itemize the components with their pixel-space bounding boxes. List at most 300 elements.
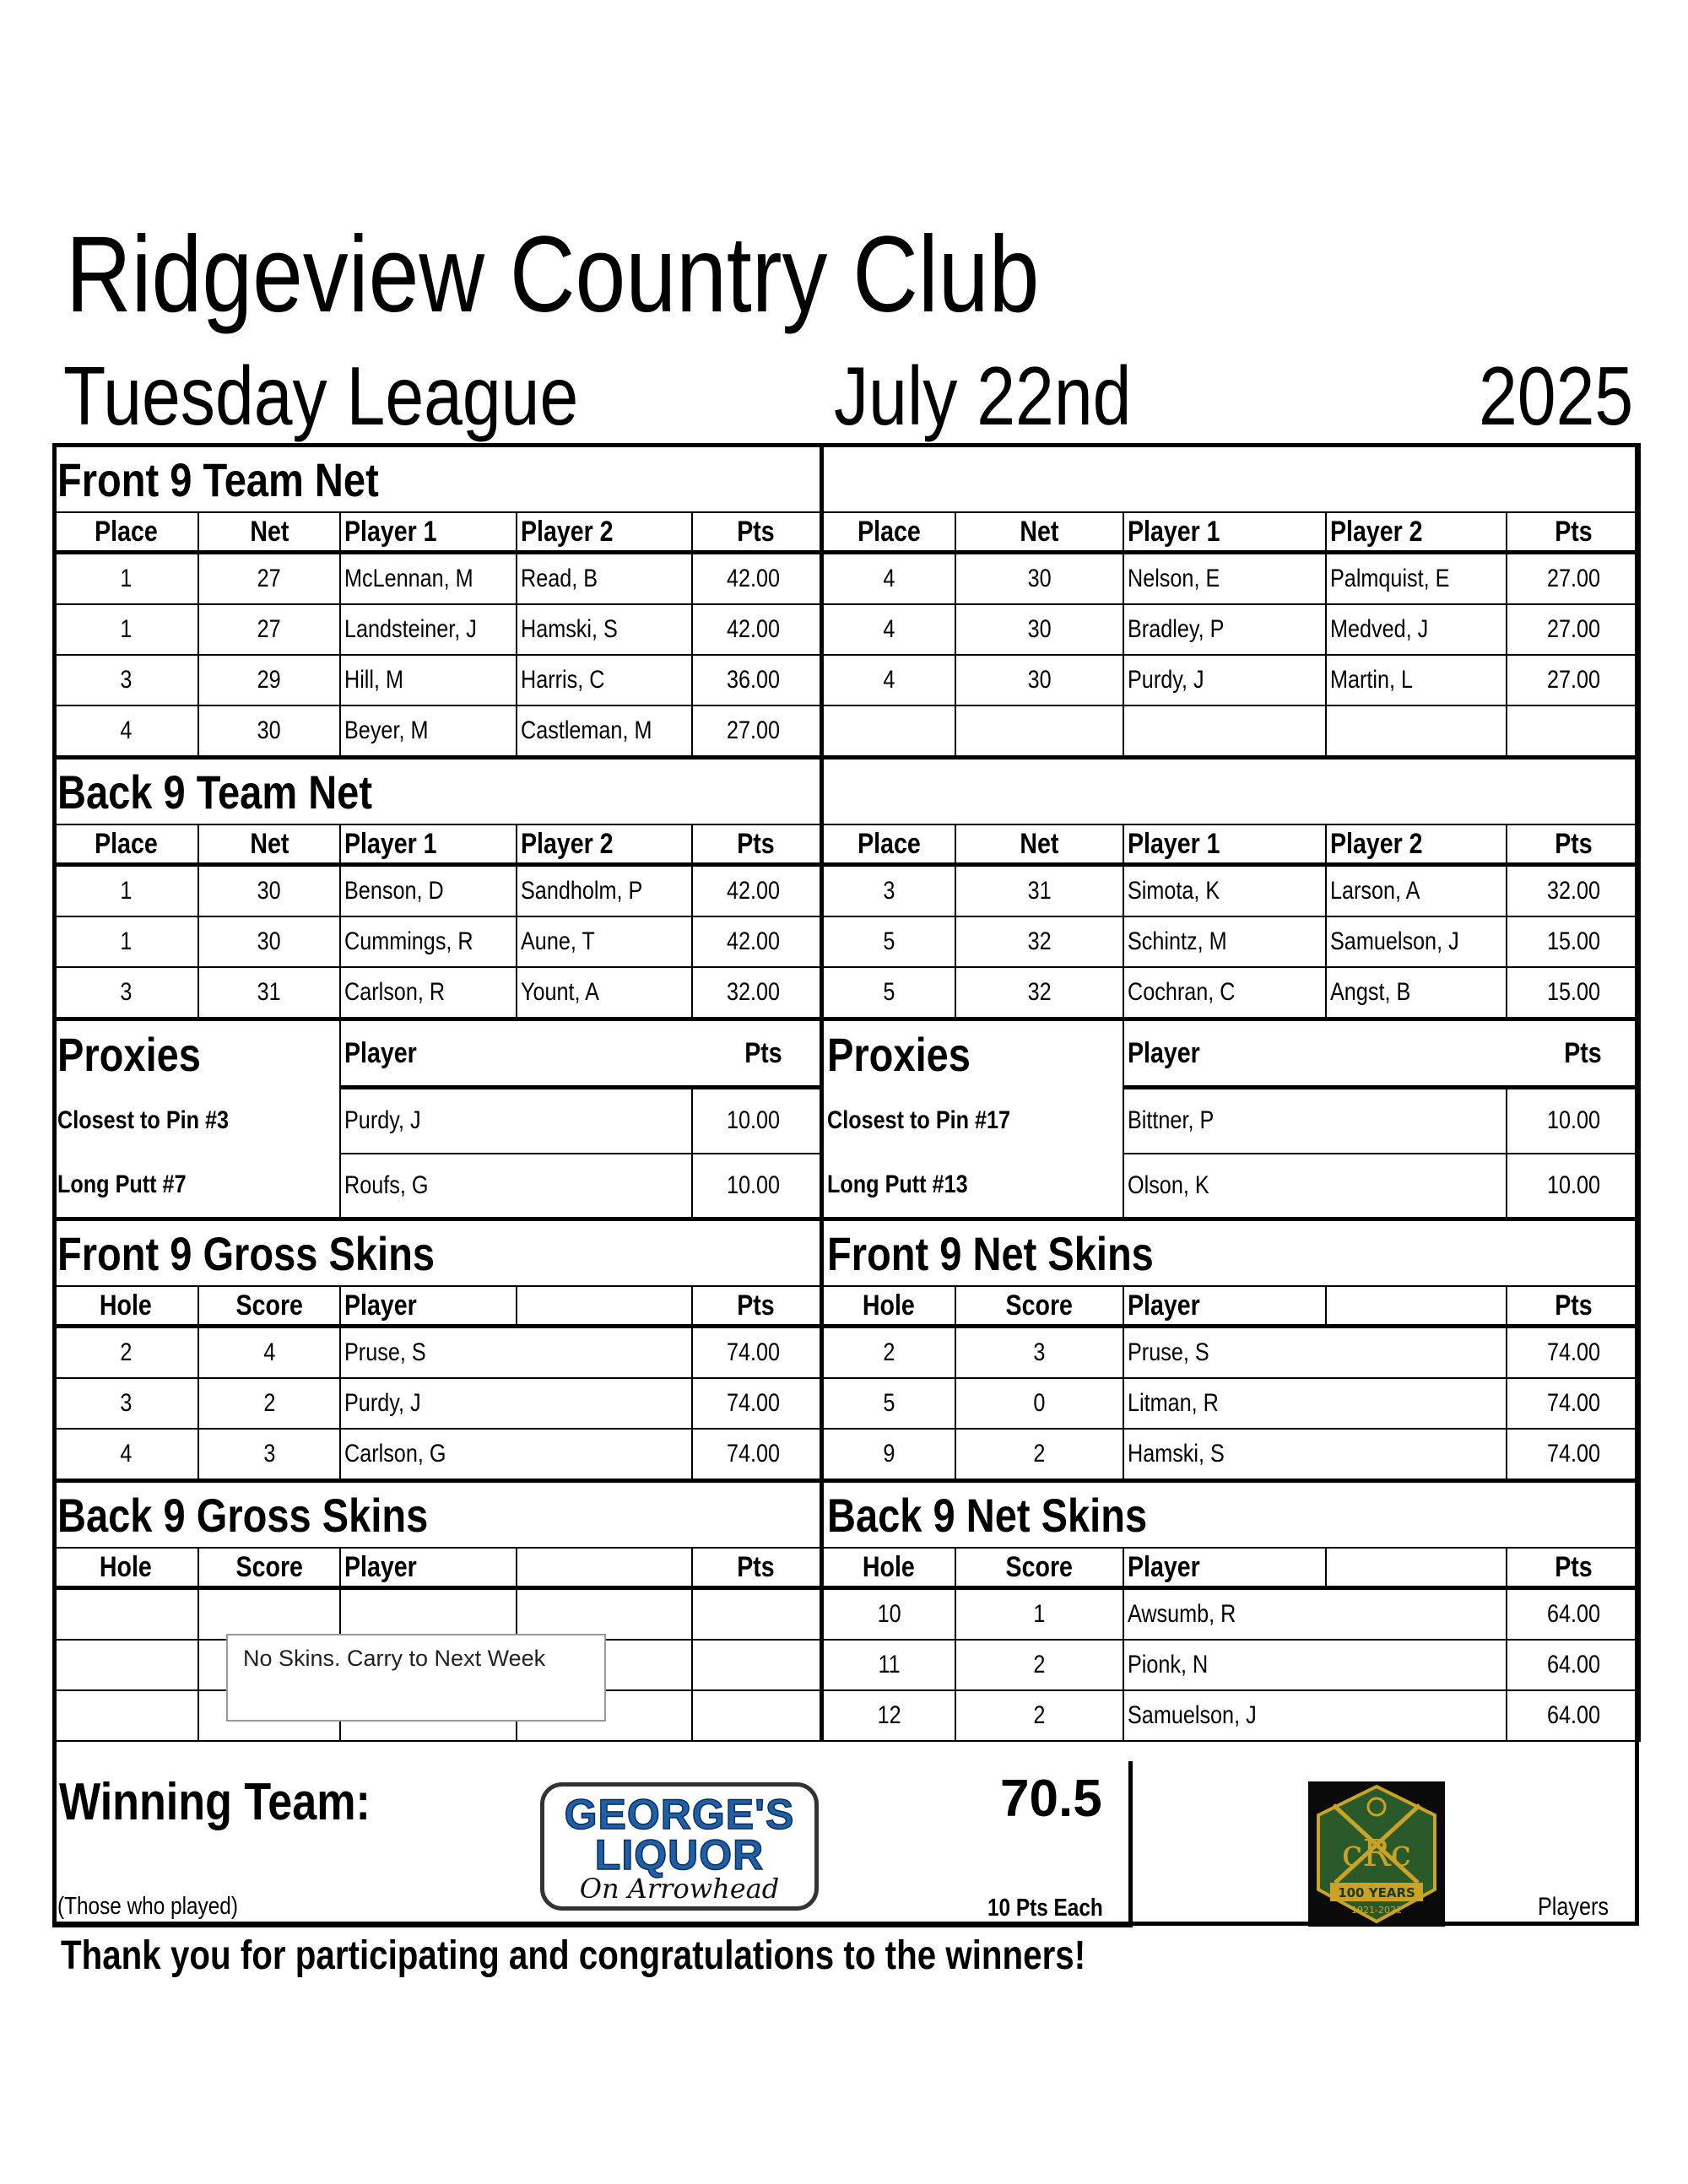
proxy-label-text: Closest to Pin #17 xyxy=(826,1106,1010,1134)
column-header-player1-text: Player 1 xyxy=(344,827,437,860)
net-cell-text: 31 xyxy=(257,978,282,1006)
player1-cell xyxy=(1123,553,1326,605)
club-centennial-logo xyxy=(1308,1781,1445,1927)
section-title-front-net-skins-text: Front 9 Net Skins xyxy=(826,1226,1154,1280)
column-header-player2 xyxy=(1326,512,1507,553)
player-cell xyxy=(1123,1327,1507,1379)
player1-cell xyxy=(1123,967,1326,1019)
place-cell xyxy=(53,655,198,705)
pts-cell-text: 27.00 xyxy=(1547,565,1601,592)
pts-cell xyxy=(692,1429,821,1481)
proxy-player-text: Olson, K xyxy=(1128,1170,1209,1199)
column-header-net-text: Net xyxy=(249,827,289,860)
player1-cell-text: Bradley, P xyxy=(1128,615,1225,643)
player-cell xyxy=(340,1429,692,1481)
column-header-player-text: Player xyxy=(1128,1289,1200,1322)
column-header-hole-text: Hole xyxy=(863,1550,916,1583)
column-header-pts xyxy=(1507,824,1640,865)
column-header-place-text: Place xyxy=(94,827,158,860)
net-cell-text: 30 xyxy=(1027,615,1052,643)
score-cell xyxy=(955,1327,1123,1379)
section-title-front-team-net-text: Front 9 Team Net xyxy=(57,452,379,506)
net-cell xyxy=(198,865,340,917)
score-cell-text: 0 xyxy=(1033,1389,1046,1417)
event-date: July 22nd xyxy=(834,349,1132,442)
column-header-blank xyxy=(517,1548,692,1588)
column-header-score-text: Score xyxy=(1005,1550,1074,1583)
column-header-pts xyxy=(1507,1548,1640,1588)
hole-cell xyxy=(821,1640,955,1690)
pts-cell xyxy=(1507,655,1640,705)
pts-cell-text: 64.00 xyxy=(1547,1651,1601,1679)
team-row xyxy=(53,705,1640,758)
score-cell xyxy=(198,1378,340,1429)
place-cell-text: 1 xyxy=(119,615,133,643)
column-header-net-text: Net xyxy=(1020,515,1059,548)
player1-cell xyxy=(1123,865,1326,917)
net-cell-text: 32 xyxy=(1027,927,1052,955)
player2-cell xyxy=(1326,604,1507,655)
hole-cell-text: 12 xyxy=(877,1701,901,1729)
place-cell xyxy=(53,967,198,1019)
pts-cell-text: 74.00 xyxy=(1547,1389,1601,1417)
column-header-player1 xyxy=(1123,512,1326,553)
hole-cell-text: 9 xyxy=(883,1440,895,1468)
pts-cell xyxy=(692,865,821,917)
player1-cell-text: Beyer, M xyxy=(344,716,429,744)
player2-cell-text: Samuelson, J xyxy=(1330,927,1459,955)
section-row xyxy=(53,758,1640,825)
proxy-label-text: Long Putt #13 xyxy=(826,1170,968,1199)
column-header-pts-text: Pts xyxy=(737,515,776,548)
column-header-player xyxy=(1123,1019,1507,1088)
player1-cell-text: Benson, D xyxy=(344,877,444,905)
points-each-label: 10 Pts Each xyxy=(987,1895,1103,1922)
column-header-player xyxy=(340,1548,517,1588)
column-header-row xyxy=(53,1548,1640,1588)
score-cell-text: 2 xyxy=(262,1389,276,1417)
pts-cell-text: 64.00 xyxy=(1547,1600,1601,1628)
place-cell-text: 3 xyxy=(119,666,133,694)
column-header-place-text: Place xyxy=(857,827,921,860)
place-cell xyxy=(53,604,198,655)
winning-team-subtitle: (Those who played) xyxy=(57,1893,238,1920)
column-header-hole xyxy=(53,1286,198,1327)
pts-cell xyxy=(692,1327,821,1379)
proxy-pts xyxy=(1507,1088,1640,1154)
hole-cell xyxy=(821,1588,955,1641)
column-header-score-text: Score xyxy=(1005,1289,1074,1322)
score-cell-text: 3 xyxy=(1033,1338,1046,1366)
pts-cell-text: 42.00 xyxy=(727,877,781,905)
player-cell-text: Pruse, S xyxy=(1128,1338,1209,1366)
place-cell-text: 5 xyxy=(883,927,895,955)
score-cell xyxy=(955,1378,1123,1429)
skin-row xyxy=(53,1429,1640,1481)
column-header-player1-text: Player 1 xyxy=(1128,827,1220,860)
column-header-hole-text: Hole xyxy=(100,1289,152,1322)
column-header-pts xyxy=(1507,512,1640,553)
column-header-score xyxy=(955,1286,1123,1327)
column-header-row xyxy=(53,512,1640,553)
pts-cell xyxy=(1507,1378,1640,1429)
player2-cell-text: Martin, L xyxy=(1330,666,1414,694)
net-cell xyxy=(198,916,340,967)
pts-cell xyxy=(692,604,821,655)
column-header-pts-text: Pts xyxy=(744,1036,782,1069)
place-cell xyxy=(821,655,955,705)
player2-cell xyxy=(517,967,692,1019)
pts-cell xyxy=(692,1588,821,1641)
section-title-blank xyxy=(821,758,1640,825)
pts-cell-text: 15.00 xyxy=(1547,978,1601,1006)
player-cell xyxy=(1123,1378,1507,1429)
section-row xyxy=(53,446,1640,513)
place-cell xyxy=(821,967,955,1019)
player2-cell xyxy=(517,553,692,605)
net-cell xyxy=(955,967,1123,1019)
player1-cell xyxy=(340,553,517,605)
place-cell xyxy=(821,865,955,917)
crest-years: 1921-2021 xyxy=(1351,1905,1402,1916)
pts-cell-text: 42.00 xyxy=(727,615,781,643)
proxy-player xyxy=(1123,1154,1507,1219)
column-header-player1 xyxy=(340,824,517,865)
pts-cell-text: 27.00 xyxy=(1547,666,1601,694)
pts-cell-text: 74.00 xyxy=(727,1389,781,1417)
player1-cell-text: Cummings, R xyxy=(344,927,473,955)
hole-cell-text: 4 xyxy=(119,1440,133,1468)
column-header-pts-text: Pts xyxy=(1554,827,1593,860)
column-header-hole xyxy=(821,1548,955,1588)
place-cell xyxy=(53,705,198,758)
sponsor-logo xyxy=(540,1782,819,1911)
player1-cell xyxy=(1123,604,1326,655)
winning-team-score: 70.5 xyxy=(1000,1770,1102,1828)
pts-cell xyxy=(692,1378,821,1429)
column-header-hole-text: Hole xyxy=(863,1289,916,1322)
column-header-net-text: Net xyxy=(249,515,289,548)
column-header-player2 xyxy=(1326,824,1507,865)
column-header-pts-text: Pts xyxy=(1554,1550,1593,1583)
section-title-front-net-skins xyxy=(821,1219,1640,1287)
player2-cell-text: Aune, T xyxy=(521,927,595,955)
score-cell xyxy=(198,1327,340,1379)
score-cell xyxy=(955,1429,1123,1481)
skin-row xyxy=(53,1378,1640,1429)
player1-cell-text: Simota, K xyxy=(1128,877,1220,905)
hole-cell-text: 10 xyxy=(877,1600,901,1628)
player-cell xyxy=(1123,1588,1507,1641)
player2-cell xyxy=(517,916,692,967)
section-title-front-gross-skins xyxy=(53,1219,821,1287)
proxy-pts xyxy=(692,1088,821,1154)
pts-cell xyxy=(1507,967,1640,1019)
column-header-player-text: Player xyxy=(344,1289,417,1322)
column-header-net xyxy=(198,512,340,553)
place-cell xyxy=(53,916,198,967)
column-header-hole xyxy=(53,1548,198,1588)
proxy-row xyxy=(53,1088,1640,1154)
pts-cell xyxy=(1507,705,1640,758)
column-header-blank xyxy=(1326,1548,1507,1588)
team-row xyxy=(53,553,1640,605)
net-cell-text: 30 xyxy=(1027,565,1052,592)
column-header-blank xyxy=(1326,1286,1507,1327)
player2-cell xyxy=(1326,705,1507,758)
column-header-place-text: Place xyxy=(857,515,921,548)
column-header-pts xyxy=(692,1548,821,1588)
score-cell xyxy=(955,1588,1123,1641)
proxy-player xyxy=(340,1154,692,1219)
column-header-player xyxy=(340,1019,692,1088)
sponsor-line-3: On Arrowhead xyxy=(579,1873,780,1905)
skin-row xyxy=(53,1588,1640,1641)
place-cell xyxy=(821,705,955,758)
player1-cell-text: Landsteiner, J xyxy=(344,615,477,643)
column-header-place xyxy=(821,512,955,553)
column-header-player2 xyxy=(517,512,692,553)
pts-cell-text: 74.00 xyxy=(727,1440,781,1468)
column-header-place-text: Place xyxy=(94,515,158,548)
column-header-player xyxy=(1123,1548,1326,1588)
column-header-row xyxy=(53,824,1640,865)
league-name: Tuesday League xyxy=(63,349,579,442)
column-header-net-text: Net xyxy=(1020,827,1059,860)
player-cell xyxy=(340,1327,692,1379)
player1-cell-text: Nelson, E xyxy=(1128,565,1220,592)
proxy-label xyxy=(53,1154,340,1219)
player-cell xyxy=(1123,1429,1507,1481)
proxy-pts-text: 10.00 xyxy=(727,1106,781,1135)
net-cell xyxy=(198,967,340,1019)
player2-cell-text: Harris, C xyxy=(521,666,605,694)
player1-cell-text: Cochran, C xyxy=(1128,978,1236,1006)
net-cell-text: 30 xyxy=(257,716,282,744)
team-row xyxy=(53,967,1640,1019)
player-cell xyxy=(1123,1640,1507,1690)
proxy-pts-text: 10.00 xyxy=(1547,1170,1601,1199)
column-header-pts xyxy=(692,824,821,865)
player2-cell-text: Palmquist, E xyxy=(1330,565,1450,592)
player1-cell-text: Schintz, M xyxy=(1128,927,1227,955)
proxy-player xyxy=(1123,1088,1507,1154)
player1-cell xyxy=(340,705,517,758)
section-title-front-gross-skins-text: Front 9 Gross Skins xyxy=(57,1226,435,1280)
event-year: 2025 xyxy=(1479,349,1634,442)
pts-cell xyxy=(692,1640,821,1690)
section-title-back-net-skins xyxy=(821,1481,1640,1549)
proxy-row xyxy=(53,1154,1640,1219)
column-header-row xyxy=(53,1286,1640,1327)
team-row xyxy=(53,865,1640,917)
team-row xyxy=(53,604,1640,655)
column-header-hole-text: Hole xyxy=(100,1550,152,1583)
column-header-net xyxy=(955,512,1123,553)
player-cell-text: Carlson, G xyxy=(344,1440,446,1468)
pts-cell xyxy=(1507,865,1640,917)
place-cell-text: 4 xyxy=(883,615,895,643)
pts-cell-text: 32.00 xyxy=(1547,877,1601,905)
column-header-place xyxy=(53,512,198,553)
place-cell xyxy=(821,553,955,605)
column-header-place xyxy=(53,824,198,865)
column-header-player2-text: Player 2 xyxy=(521,827,614,860)
column-header-pts-text: Pts xyxy=(1554,1289,1593,1322)
no-skins-note: No Skins. Carry to Next Week xyxy=(226,1634,606,1722)
place-cell-text: 4 xyxy=(119,716,133,744)
section-row xyxy=(53,1219,1640,1287)
player1-cell-text: Hill, M xyxy=(344,666,403,694)
place-cell-text: 1 xyxy=(119,877,133,905)
player2-cell xyxy=(517,655,692,705)
pts-cell xyxy=(692,655,821,705)
column-header-player1 xyxy=(1123,824,1326,865)
player2-cell-text: Sandholm, P xyxy=(521,877,643,905)
pts-cell xyxy=(1507,1327,1640,1379)
hole-cell xyxy=(53,1588,198,1641)
player-cell-text: Litman, R xyxy=(1128,1389,1219,1417)
hole-cell-text: 2 xyxy=(883,1338,895,1366)
column-header-net xyxy=(198,824,340,865)
column-header-player2-text: Player 2 xyxy=(521,515,614,548)
proxies-title xyxy=(53,1019,340,1088)
team-row xyxy=(53,655,1640,705)
player1-cell-text: Purdy, J xyxy=(1128,666,1204,694)
column-header-net xyxy=(955,824,1123,865)
column-header-player1 xyxy=(340,512,517,553)
winning-team-label: Winning Team: xyxy=(59,1773,371,1831)
net-cell-text: 31 xyxy=(1027,877,1052,905)
pts-cell-text: 42.00 xyxy=(727,927,781,955)
column-header-pts xyxy=(1507,1286,1640,1327)
proxy-pts xyxy=(1507,1154,1640,1219)
hole-cell xyxy=(821,1327,955,1379)
hole-cell-text: 2 xyxy=(119,1338,133,1366)
column-header-pts-text: Pts xyxy=(737,1550,776,1583)
player2-cell-text: Angst, B xyxy=(1330,978,1411,1006)
sponsor-line-1: GEORGE'S xyxy=(564,1791,795,1838)
proxy-label xyxy=(821,1154,1123,1219)
proxy-player-text: Purdy, J xyxy=(344,1106,421,1135)
hole-cell-text: 3 xyxy=(119,1389,133,1417)
score-cell-text: 3 xyxy=(262,1440,276,1468)
proxies-header-row xyxy=(53,1019,1640,1088)
net-cell xyxy=(955,655,1123,705)
net-cell xyxy=(198,655,340,705)
column-header-hole xyxy=(821,1286,955,1327)
player-cell-text: Pruse, S xyxy=(344,1338,426,1366)
column-header-pts xyxy=(1507,1019,1640,1088)
player1-cell xyxy=(340,655,517,705)
player-cell xyxy=(340,1378,692,1429)
player1-cell xyxy=(340,865,517,917)
player2-cell-text: Read, B xyxy=(521,565,598,592)
player-cell xyxy=(1123,1690,1507,1741)
player2-cell xyxy=(1326,655,1507,705)
section-row xyxy=(53,1481,1640,1549)
net-cell xyxy=(955,604,1123,655)
skin-row xyxy=(53,1327,1640,1379)
player2-cell xyxy=(1326,865,1507,917)
pts-cell xyxy=(692,967,821,1019)
column-header-score xyxy=(198,1548,340,1588)
place-cell-text: 1 xyxy=(119,927,133,955)
section-title-back-team-net-text: Back 9 Team Net xyxy=(57,765,373,819)
place-cell-text: 4 xyxy=(883,666,895,694)
column-header-player xyxy=(340,1286,517,1327)
player1-cell xyxy=(340,967,517,1019)
column-header-player1-text: Player 1 xyxy=(344,515,437,548)
proxies-title-text: Proxies xyxy=(826,1027,971,1081)
net-cell-text: 27 xyxy=(257,615,282,643)
score-cell xyxy=(955,1690,1123,1741)
net-cell-text: 27 xyxy=(257,565,282,592)
column-header-blank xyxy=(517,1286,692,1327)
pts-cell xyxy=(692,705,821,758)
pts-cell xyxy=(692,553,821,605)
column-header-pts-text: Pts xyxy=(737,1289,776,1322)
player2-cell-text: Hamski, S xyxy=(521,615,618,643)
player1-cell xyxy=(1123,916,1326,967)
column-header-place xyxy=(821,824,955,865)
column-header-score xyxy=(955,1548,1123,1588)
proxy-player xyxy=(340,1088,692,1154)
column-header-pts xyxy=(692,1286,821,1327)
pts-cell-text: 64.00 xyxy=(1547,1701,1601,1729)
column-header-pts-text: Pts xyxy=(1554,515,1593,548)
crest-icon xyxy=(1308,1781,1445,1927)
player2-cell-text: Yount, A xyxy=(521,978,599,1006)
pts-cell-text: 15.00 xyxy=(1547,927,1601,955)
pts-cell xyxy=(1507,1588,1640,1641)
player2-cell xyxy=(517,865,692,917)
net-cell-text: 32 xyxy=(1027,978,1052,1006)
player2-cell xyxy=(517,604,692,655)
place-cell-text: 3 xyxy=(883,877,895,905)
player1-cell-text: McLennan, M xyxy=(344,565,473,592)
player-cell-text: Pionk, N xyxy=(1128,1651,1209,1679)
club-title: Ridgeview Country Club xyxy=(66,214,1040,335)
hole-cell xyxy=(53,1640,198,1690)
team-row xyxy=(53,916,1640,967)
proxy-pts-text: 10.00 xyxy=(727,1170,781,1199)
net-cell-text: 29 xyxy=(257,666,282,694)
pts-cell-text: 74.00 xyxy=(1547,1440,1601,1468)
proxies-title xyxy=(821,1019,1123,1088)
net-cell xyxy=(955,865,1123,917)
net-cell xyxy=(198,705,340,758)
score-cell-text: 1 xyxy=(1033,1600,1046,1628)
pts-cell-text: 27.00 xyxy=(727,716,781,744)
player2-cell xyxy=(1326,967,1507,1019)
net-cell xyxy=(955,916,1123,967)
proxy-label-text: Closest to Pin #3 xyxy=(57,1106,230,1134)
hole-cell xyxy=(821,1690,955,1741)
place-cell-text: 3 xyxy=(119,978,133,1006)
pts-cell-text: 74.00 xyxy=(727,1338,781,1366)
proxy-player-text: Roufs, G xyxy=(344,1170,429,1199)
section-title-blank xyxy=(821,446,1640,513)
section-title-back-gross-skins-text: Back 9 Gross Skins xyxy=(57,1488,429,1542)
player2-cell xyxy=(1326,553,1507,605)
crest-banner: 100 YEARS xyxy=(1338,1885,1415,1900)
net-cell xyxy=(198,604,340,655)
results-table xyxy=(52,443,1641,1742)
column-header-score-text: Score xyxy=(235,1289,303,1322)
hole-cell xyxy=(53,1429,198,1481)
score-cell xyxy=(198,1429,340,1481)
